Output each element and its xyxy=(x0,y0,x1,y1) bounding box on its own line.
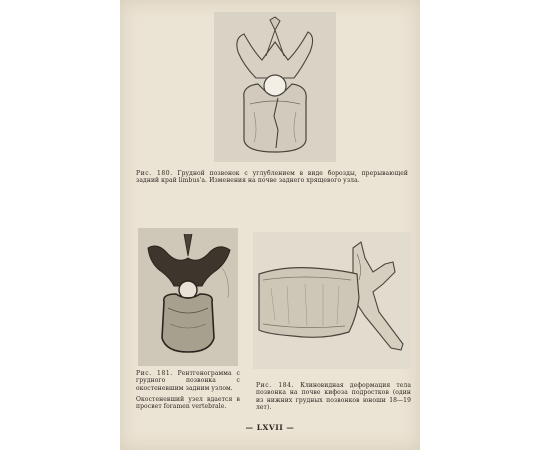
page-number-dash-left: — xyxy=(245,423,254,432)
vertebra-drawing xyxy=(214,12,336,162)
radiograph-drawing xyxy=(138,228,238,366)
figure-181-image xyxy=(138,228,238,366)
figure-181-note: Окостеневший узел вдается в просвет foramen vertebrale. xyxy=(136,396,240,411)
book-page xyxy=(120,0,420,450)
page-number xyxy=(120,423,420,432)
page-number-dash-right: — xyxy=(286,423,295,432)
figure-184-caption xyxy=(256,382,411,412)
figure-184-image xyxy=(253,232,411,369)
figure-180-text: Грудной позвонок с углублением в виде борозды, прерывающей задний край limbus'a. Изменения на почве заднего хрящевого узла. xyxy=(136,170,408,185)
figure-181-label: Рис. 181. xyxy=(136,370,173,377)
figure-184-text: Клиновидная деформация тела позвонка на почве кифоза подростков (один из нижних грудных позвонков юноши 18—19 лет). xyxy=(256,382,411,412)
page-number-value: LXVII xyxy=(256,423,284,432)
figure-180-image xyxy=(214,12,336,162)
figure-181-text: Рентгенограмма с грудного позвонка с окостеневшим задним узлом. xyxy=(136,370,240,392)
figure-180-caption xyxy=(136,170,408,185)
figure-180-label: Рис. 180. xyxy=(136,170,173,177)
figure-184-label: Рис. 184. xyxy=(256,382,295,389)
wedge-vertebra-drawing xyxy=(253,232,411,369)
figure-181-caption xyxy=(136,370,240,392)
